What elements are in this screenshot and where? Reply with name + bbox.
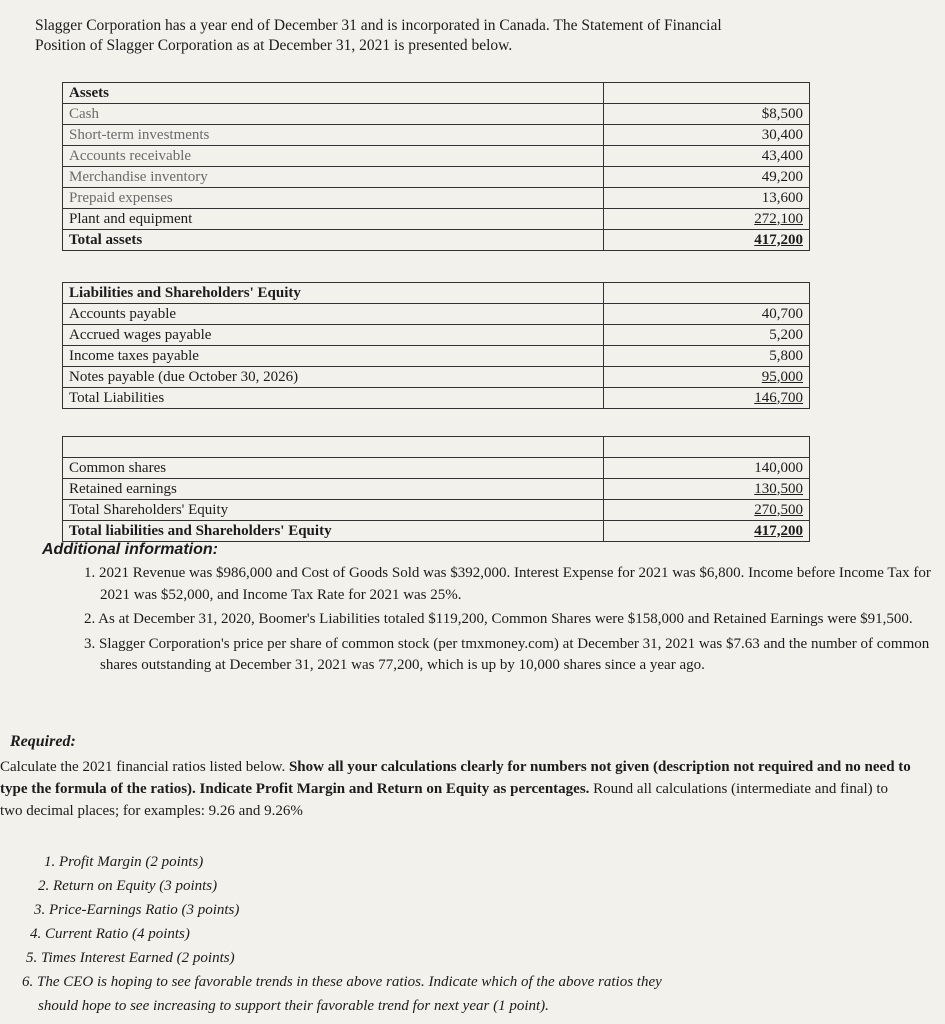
total-liabilities-label: Total Liabilities (63, 388, 604, 409)
row-label: Plant and equipment (63, 209, 604, 230)
additional-info-list (84, 563, 936, 680)
row-label: Notes payable (due October 30, 2026) (63, 367, 604, 388)
row-value: 5,800 (603, 346, 809, 367)
total-liabilities-equity-label: Total liabilities and Shareholders' Equity (63, 521, 604, 542)
table-row (63, 500, 810, 521)
total-assets-value: 417,200 (603, 230, 809, 251)
required-instructions (0, 756, 912, 822)
row-label: Merchandise inventory (63, 167, 604, 188)
row-value: 30,400 (603, 125, 809, 146)
total-row (63, 388, 810, 409)
additional-info-title: Additional information: (42, 541, 218, 558)
required-text-1: Calculate the 2021 financial ratios listed below. (0, 759, 289, 775)
table-row (63, 304, 810, 325)
row-label: Common shares (63, 458, 604, 479)
liabilities-table (62, 282, 810, 409)
row-value: 40,700 (603, 304, 809, 325)
assets-header-row (63, 83, 810, 104)
list-item: 2. Return on Equity (3 points) (38, 878, 218, 894)
total-assets-label: Total assets (63, 230, 604, 251)
list-item: 3. Slagger Corporation's price per share of common stock (per tmxmoney.com) at December 31, 2021 was $7.63 and the number of common shares outstanding at December 31, 2021 was 77,200, which is up by 10,000 shares since a year ago. (84, 635, 930, 673)
list-item: 4. Current Ratio (4 points) (30, 926, 190, 942)
row-value: $8,500 (603, 104, 809, 125)
item6-line-1: 6. The CEO is hoping to see favorable trends in these above ratios. Indicate which of the above ratios they (22, 974, 662, 990)
intro-line-2: Position of Slagger Corporation as at December 31, 2021 is presented below. (35, 37, 513, 54)
table-row (63, 167, 810, 188)
row-label: Income taxes payable (63, 346, 604, 367)
equity-table (62, 436, 810, 542)
list-item: 1. Profit Margin (2 points) (44, 854, 204, 870)
row-value: 13,600 (603, 188, 809, 209)
required-ratio-list (22, 850, 912, 1018)
row-value: 49,200 (603, 167, 809, 188)
row-label: Total Shareholders' Equity (63, 500, 604, 521)
total-row (63, 230, 810, 251)
required-title: Required: (10, 733, 76, 750)
list-item: 5. Times Interest Earned (2 points) (26, 950, 235, 966)
table-row (63, 188, 810, 209)
row-value: 43,400 (603, 146, 809, 167)
total-liabilities-equity-value: 417,200 (603, 521, 809, 542)
item6-line-2: should hope to see increasing to support their favorable trend for next year (1 point). (38, 998, 549, 1014)
row-value: 140,000 (603, 458, 809, 479)
row-value: 270,500 (603, 500, 809, 521)
list-item: 3. Price-Earnings Ratio (3 points) (34, 902, 240, 918)
assets-header: Assets (63, 83, 604, 104)
table-row (63, 104, 810, 125)
list-item: 1. 2021 Revenue was $986,000 and Cost of Goods Sold was $392,000. Interest Expense for 2021 was $6,800. Income before Income Tax for 2021 was $52,000, and Income Tax Rate for 2021 was 25%. (84, 565, 931, 603)
list-item: 2. As at December 31, 2020, Boomer's Liabilities totaled $119,200, Common Shares were $158,000 and Retained Earnings were $91,500. (84, 611, 913, 627)
table-row (63, 458, 810, 479)
row-label: Prepaid expenses (63, 188, 604, 209)
list-item (22, 970, 912, 1018)
table-row (63, 367, 810, 388)
row-label: Accounts receivable (63, 146, 604, 167)
row-value: 272,100 (603, 209, 809, 230)
total-liabilities-value: 146,700 (603, 388, 809, 409)
row-label: Accounts payable (63, 304, 604, 325)
table-row (63, 325, 810, 346)
row-label: Cash (63, 104, 604, 125)
table-row (63, 146, 810, 167)
required-text-bold: Show all your calculations clearly for numbers not given (description not required and no need to type the formula of the ratios). Indicate Profit Margin and Return on Equity as percentages. (0, 759, 911, 797)
row-label: Short-term investments (63, 125, 604, 146)
table-row (63, 479, 810, 500)
liabilities-header-row (63, 283, 810, 304)
assets-table (62, 82, 810, 251)
row-value: 95,000 (603, 367, 809, 388)
table-row (63, 125, 810, 146)
intro-line-1: Slagger Corporation has a year end of December 31 and is incorporated in Canada. The Statement of Financial (35, 17, 722, 34)
intro-paragraph (35, 16, 925, 56)
row-value: 5,200 (603, 325, 809, 346)
row-value: 130,500 (603, 479, 809, 500)
required-text-2: Round all calculations (intermediate and final) to two decimal places; for examples: 9.26 and 9.26% (0, 781, 889, 819)
table-row (63, 209, 810, 230)
table-row (63, 346, 810, 367)
liabilities-header: Liabilities and Shareholders' Equity (63, 283, 604, 304)
total-row (63, 521, 810, 542)
row-label: Accrued wages payable (63, 325, 604, 346)
row-label: Retained earnings (63, 479, 604, 500)
